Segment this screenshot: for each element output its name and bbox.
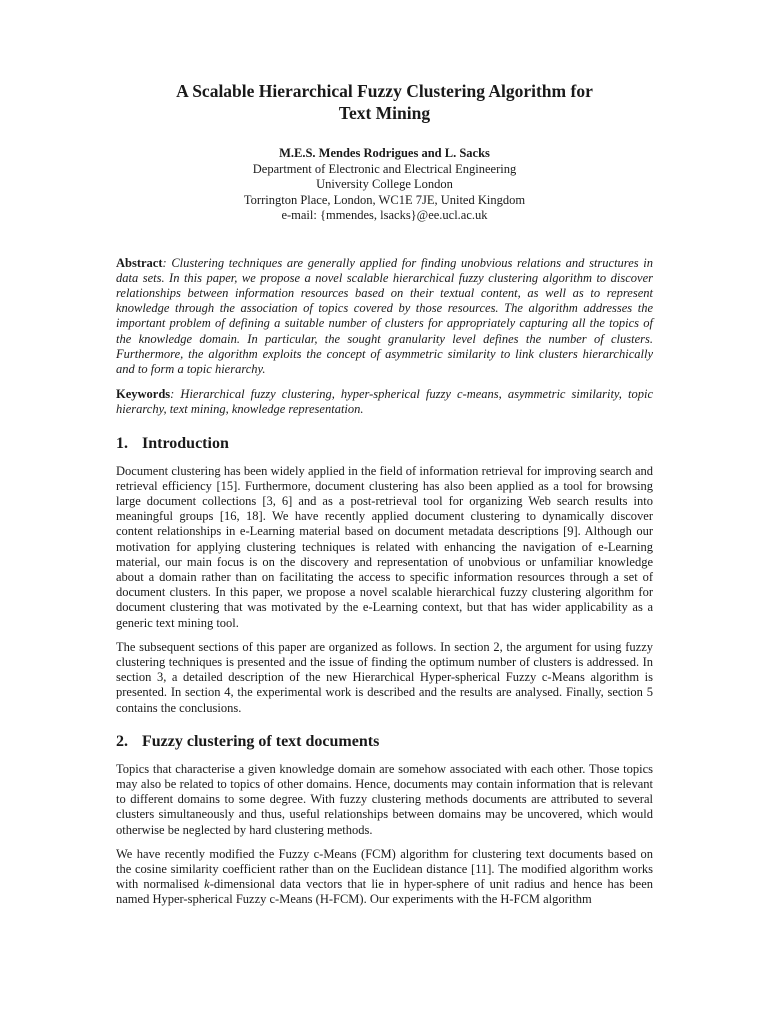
paper-title (116, 80, 653, 124)
section-heading-fuzzy-clustering (116, 732, 653, 752)
abstract-colon: : (162, 255, 167, 270)
fuzzy-paragraph-2-italic-k: k (204, 877, 210, 892)
keywords-colon: : (170, 387, 175, 402)
keywords-label: Keywords (116, 387, 171, 402)
affiliation-block (116, 162, 653, 224)
fuzzy-paragraph-2-text-b: -dimensional data vectors that lie in hyper-sphere of unit radius and hence has been named Hyper-spherical Fuzzy c-Means (H-FCM). Our experiments with the H-FCM algorithm (116, 877, 653, 907)
affiliation-university: University College London (316, 177, 453, 191)
section-heading-introduction (116, 434, 653, 454)
author-list: M.E.S. Mendes Rodrigues and L. Sacks (279, 146, 490, 160)
intro-paragraph-1: Document clustering has been widely applied in the field of information retrieval for improving search and retrieval efficiency [15]. Furthermore, document clustering has also been applied as a tool for browsing large document collections [3, 6] and as a post-retrieval tool for organizing Web search results into meaningful groups [16, 18]. We have recently applied document clustering to dynamically discover content relationships in e-Learning material based on document metadata descriptions [9]. Although our motivation for applying clustering techniques is related with enhancing the navigation of e-Learning material, our main focus is on the discovery and representation of unobvious or unfamiliar knowledge about a domain rather than on facilitating the access to specific information resources through a set of document clusters. In this paper, we propose a novel scalable hierarchical fuzzy clustering algorithm for document clustering that was motivated by the e-Learning context, but that has wider applicability as a generic text mining tool. (116, 463, 653, 630)
affiliation-email: e-mail: {mmendes, lsacks}@ee.ucl.ac.uk (281, 208, 488, 222)
paper-page (116, 80, 653, 917)
section-title: Fuzzy clustering of text documents (142, 732, 380, 750)
fuzzy-paragraph-2 (116, 847, 653, 908)
abstract-text: Clustering techniques are generally applied for finding unobvious relations and structures in data sets. In this paper, we propose a novel scalable hierarchical fuzzy clustering algorithm to discover relationships between information resources based on their textual content, as well as to represent knowledge through the association of topics covered by those resources. The algorithm addresses the important problem of defining a suitable number of clusters for appropriately capturing all the topics of the knowledge domain. In particular, the sought granularity level defines the number of clusters. Furthermore, the algorithm exploits the concept of asymmetric similarity to link clusters hierarchically and to form a topic hierarchy. (116, 255, 653, 376)
abstract-label: Abstract (116, 255, 163, 270)
title-line-1: A Scalable Hierarchical Fuzzy Clustering Algorithm for (176, 81, 593, 101)
affiliation-address: Torrington Place, London, WC1E 7JE, United Kingdom (243, 192, 526, 207)
abstract (116, 256, 653, 378)
keywords-text: Hierarchical fuzzy clustering, hyper-spherical fuzzy c-means, asymmetric similarity, topic hierarchy, text mining, knowledge representation. (116, 387, 653, 417)
fuzzy-paragraph-1: Topics that characterise a given knowledge domain are somehow associated with each other. Those topics may also be related to topics of other domains. Hence, documents may contain information that is relevant to different domains to some degree. With fuzzy clustering methods documents are attributed to several clusters simultaneously and thus, useful relationships between domains may be uncovered, which would otherwise be neglected by hard clustering methods. (116, 761, 653, 837)
section-number: 2. (116, 732, 128, 750)
title-line-2: Text Mining (338, 103, 431, 123)
section-number: 1. (116, 434, 128, 452)
keywords (116, 387, 653, 417)
affiliation-department: Department of Electronic and Electrical Engineering (252, 161, 517, 176)
intro-paragraph-2: The subsequent sections of this paper are organized as follows. In section 2, the argument for using fuzzy clustering techniques is presented and the issue of finding the optimum number of clusters is addressed. In section 3, a detailed description of the new Hierarchical Hyper-spherical Fuzzy c-Means algorithm is presented. In section 4, the experimental work is described and the results are analysed. Finally, section 5 contains the conclusions. (116, 639, 653, 715)
fuzzy-paragraph-2-text-a: We have recently modified the Fuzzy c-Means (FCM) algorithm for clustering text documents based on the cosine similarity coefficient rather than on the Euclidean distance [11]. The modified algorithm works with normalised (116, 846, 653, 892)
section-title: Introduction (142, 434, 229, 452)
